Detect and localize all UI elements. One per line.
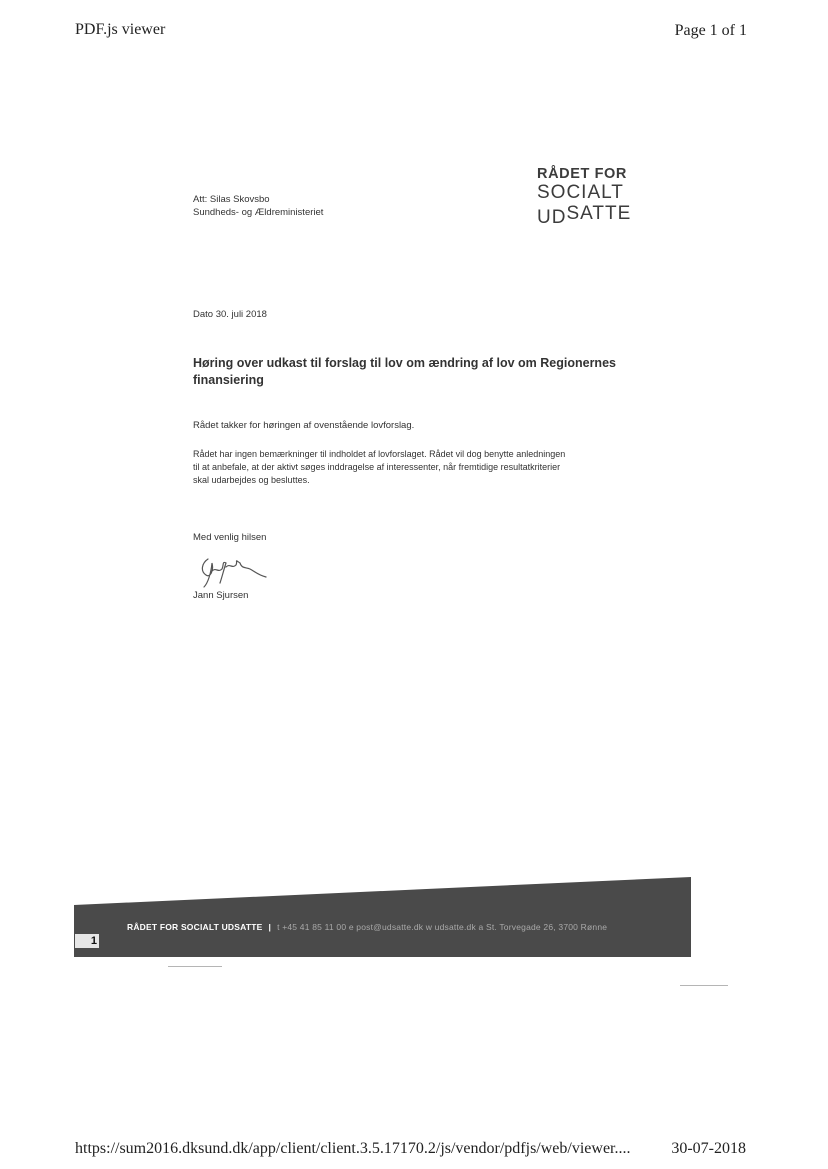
remarks-line-3: skal udarbejdes og besluttes. [193, 475, 310, 485]
footer-brand: RÅDET FOR SOCIALT UDSATTE [127, 922, 263, 932]
footer-contact-line [127, 922, 607, 932]
heading-line-2: finansiering [193, 373, 264, 387]
paragraph-thanks: Rådet takker for høringen af ovenstående lovforslag. [193, 420, 415, 431]
recipient-name: Att: Silas Skovsbo [193, 194, 270, 205]
footer-contact: t +45 41 85 11 00 e post@udsatte.dk w udsatte.dk a St. Torvegade 26, 3700 Rønne [277, 922, 608, 932]
signer-name: Jann Sjursen [193, 590, 249, 601]
heading-line-1: Høring over udkast til forslag til lov om ændring af lov om Regionernes [193, 356, 616, 370]
print-date: 30-07-2018 [671, 1140, 746, 1157]
organization-logo [537, 166, 632, 228]
footer-separator: | [268, 922, 272, 932]
logo-line-3-suffix: SATTE [566, 203, 632, 224]
scan-artifact [680, 985, 728, 986]
handwritten-signature [196, 549, 272, 591]
letterhead-footer-band [74, 877, 691, 957]
remarks-line-1: Rådet har ingen bemærkninger til indholdet af lovforslaget. Rådet vil dog benytte anledningen [193, 449, 566, 459]
letter-heading [193, 355, 616, 389]
recipient-block [193, 193, 323, 219]
closing-greeting: Med venlig hilsen [193, 532, 267, 543]
scan-artifact [168, 966, 222, 967]
logo-line-3-prefix: UD [537, 207, 567, 228]
recipient-ministry: Sundheds- og Ældreministeriet [193, 207, 324, 218]
page-indicator: Page 1 of 1 [674, 22, 747, 39]
letter-date: Dato 30. juli 2018 [193, 309, 267, 320]
logo-line-2: SOCIALT [537, 182, 624, 203]
page-url: https://sum2016.dksund.dk/app/client/client.3.5.17170.2/js/vendor/pdfjs/web/viewer.... [75, 1140, 631, 1157]
page-number-badge: 1 [75, 934, 99, 948]
paragraph-remarks [193, 448, 565, 487]
remarks-line-2: til at anbefale, at der aktivt søges inddragelse af interessenter, når fremtidige resultatkriterier [193, 462, 561, 472]
logo-line-1: RÅDET FOR [537, 166, 627, 182]
viewer-title: PDF.js viewer [75, 21, 166, 38]
logo-line-3 [537, 203, 632, 228]
